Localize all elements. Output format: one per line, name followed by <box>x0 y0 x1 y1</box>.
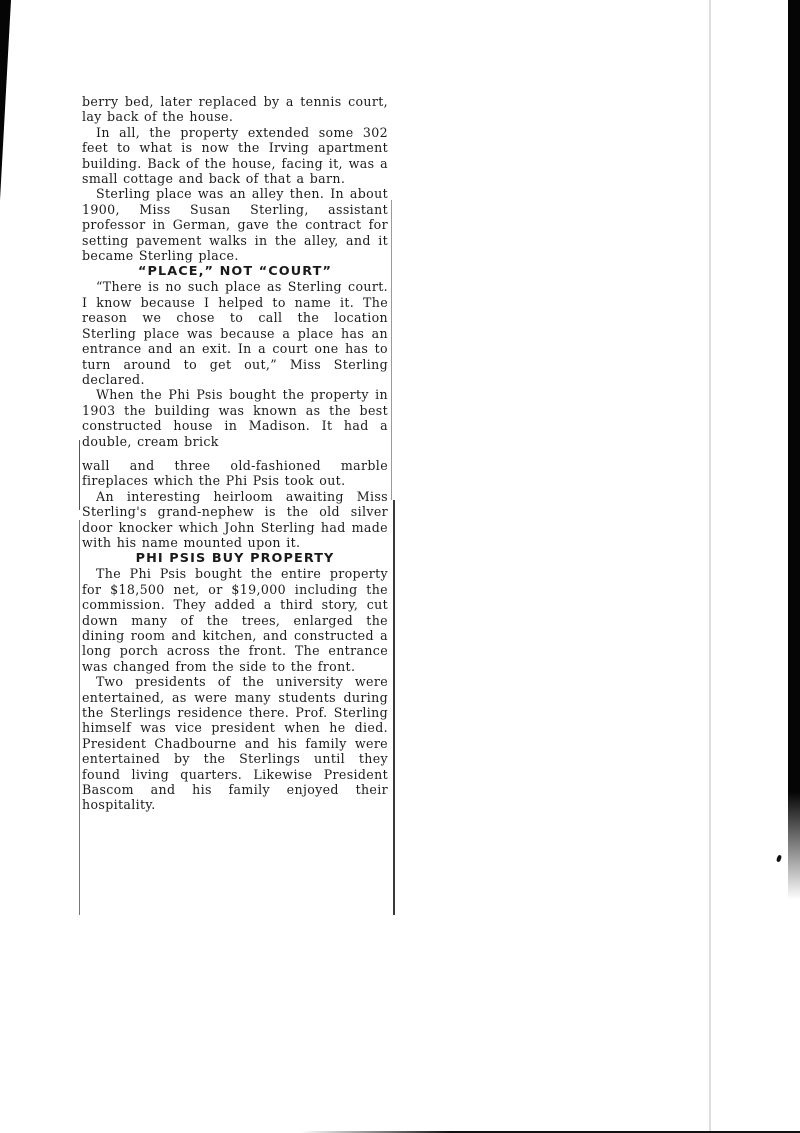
paragraph-purchase-details: The Phi Psis bought the entire property for $18,500 net, or $19,000 including the commission. They added a third story, cut down many of the trees, enlarged the dining room and kitchen, and constructed a long porch across the front. The entrance was changed from the side to the front. <box>82 566 388 674</box>
column-rule-right-upper <box>391 200 392 500</box>
clipping-seam <box>82 449 388 458</box>
paragraph-presidents-entertained: Two presidents of the university were entertained, as were many students during the Sterlings residence there. Prof. Sterling himself was vice president when he died. President Chadbourne and his family were entertained by the Sterlings until they found living quarters. Likewise President Bascom and his family enjoyed their hospitality. <box>82 674 388 813</box>
paragraph-sterling-quote: “There is no such place as Sterling court. I know because I helped to name it. The reason we chose to call the location Sterling place was because a place has an entrance and an exit. In a court one has to turn around to get out,” Miss Sterling declared. <box>82 279 388 387</box>
column-rule-left-upper <box>79 440 80 510</box>
subhead-place-not-court: “PLACE,” NOT “COURT” <box>138 264 332 280</box>
page-fold-line <box>709 0 711 1133</box>
subhead-phi-psis-buy-property: PHI PSIS BUY PROPERTY <box>135 551 335 567</box>
paragraph-fireplaces: wall and three old-fashioned marble fireplaces which the Phi Psis took out. <box>82 457 388 489</box>
paragraph-property-extent: In all, the property extended some 302 feet to what is now the Irving apartment building. Back of the house, facing it, was a small cottage and back of that a barn. <box>82 124 388 187</box>
paragraph-sterling-place-alley: Sterling place was an alley then. In about 1900, Miss Susan Sterling, assistant professor in German, gave the contract for setting pavement walks in the alley, and it became Sterling place. <box>82 186 388 264</box>
column-rule-left-lower <box>79 520 80 915</box>
newspaper-clipping <box>82 94 388 813</box>
column-rule-right-lower <box>393 500 395 915</box>
paragraph-heirloom: An interesting heirloom awaiting Miss Sterling's grand-nephew is the old silver door knocker which John Sterling had made with his name mounted upon it. <box>82 488 388 550</box>
ink-smudge <box>776 855 782 863</box>
scan-edge-left <box>0 0 11 200</box>
paragraph-phi-psis-bought: When the Phi Psis bought the property in 1903 the building was known as the best constructed house in Madison. It had a double, cream brick <box>82 387 388 449</box>
scan-edge-right <box>788 0 800 900</box>
paragraph-continued: berry bed, later replaced by a tennis court, lay back of the house. <box>82 94 388 125</box>
